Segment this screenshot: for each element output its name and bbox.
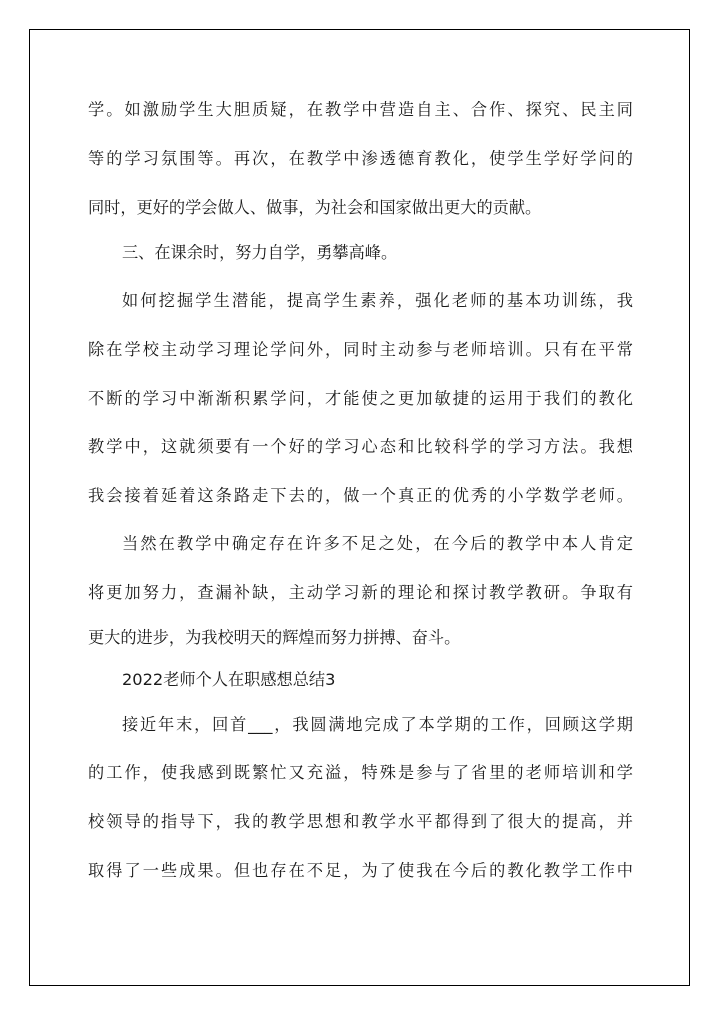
section-heading: 三、在课余时，努力自学，勇攀高峰。	[122, 243, 398, 262]
paragraph-line: 取得了一些成果。但也存在不足，为了使我在今后的教化教学工作中	[88, 861, 633, 880]
paragraph-line: 等的学习氛围等。再次，在教学中渗透德育教化，使学生学好学问的	[88, 149, 633, 168]
paragraph-line: 当然在教学中确定存在许多不足之处，在今后的教学中本人肯定	[122, 534, 633, 553]
paragraph-line: 校领导的指导下，我的教学思想和教学水平都得到了很大的提高，并	[88, 812, 633, 831]
paragraph-line: 我会接着延着这条路走下去的，做一个真正的优秀的小学数学老师。	[88, 486, 633, 505]
paragraph-line: 接近年末，回首___，我圆满地完成了本学期的工作，回顾这学期	[122, 715, 633, 734]
paragraph-line: 如何挖掘学生潜能，提高学生素养，强化老师的基本功训练，我	[122, 291, 633, 310]
paragraph-line: 的工作，使我感到既繁忙又充溢，特殊是参与了省里的老师培训和学	[88, 763, 633, 782]
paragraph-line: 将更加努力，查漏补缺，主动学习新的理论和探讨教学教研。争取有	[88, 583, 633, 602]
paragraph-line: 除在学校主动学习理论学问外，同时主动参与老师培训。只有在平常	[88, 340, 633, 359]
page-border	[29, 29, 690, 986]
paragraph-line: 不断的学习中渐渐积累学问，才能使之更加敏捷的运用于我们的教化	[88, 389, 633, 408]
section-title: 2022老师个人在职感想总结3	[122, 670, 336, 689]
paragraph-line: 学。如激励学生大胆质疑，在教学中营造自主、合作、探究、民主同	[88, 100, 633, 119]
paragraph-line: 同时，更好的学会做人、做事，为社会和国家做出更大的贡献。	[88, 198, 542, 217]
paragraph-line: 教学中，这就须要有一个好的学习心态和比较科学的学习方法。我想	[88, 437, 633, 456]
paragraph-line: 更大的进步，为我校明天的辉煌而努力拼搏、奋斗。	[88, 628, 461, 647]
